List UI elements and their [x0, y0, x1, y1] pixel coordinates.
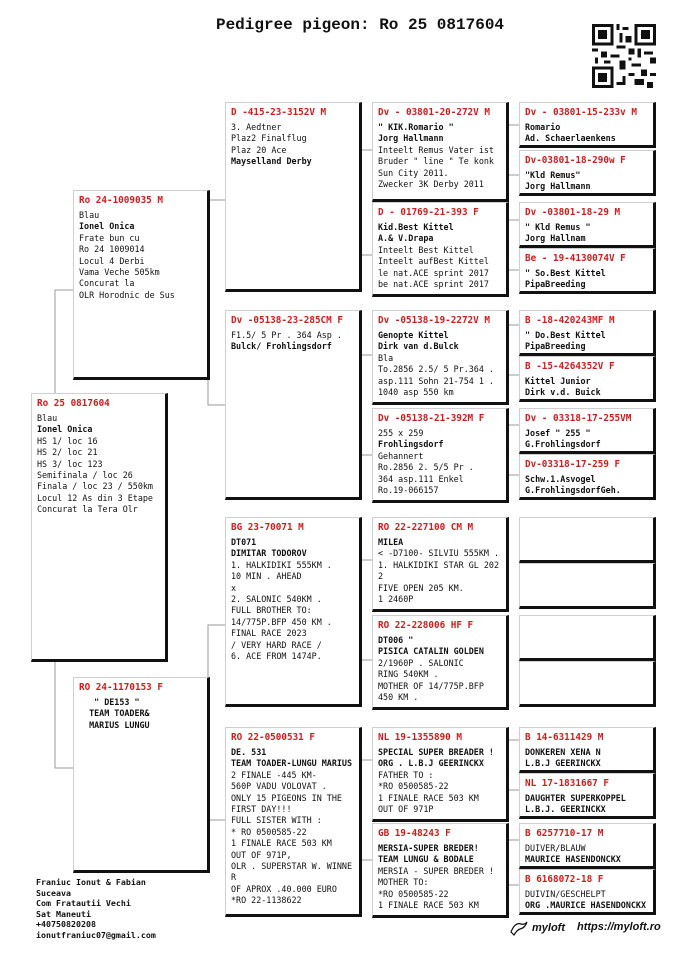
- pedigree-card-e2[interactable]: [519, 563, 656, 609]
- pedigree-card-ddd[interactable]: [372, 823, 509, 918]
- pedigree-card-ss[interactable]: [225, 102, 362, 292]
- card-line: Inteelt Remus Vater ist: [378, 144, 494, 155]
- card-line: Ro 24 1009014: [79, 244, 145, 255]
- card-line: MOTHER OF 14/775P.BFP: [378, 680, 484, 691]
- card-line: Semifinala / loc 26: [37, 470, 133, 481]
- card-line: Plaz 20 Ace: [231, 144, 287, 155]
- pedigree-card-subject[interactable]: [31, 393, 168, 662]
- card-line: FULL BROTHER TO:: [231, 605, 312, 616]
- ring-number: Dv -03801-18-29 M: [525, 207, 621, 218]
- card-line: Plaz2 Finalflug: [231, 133, 307, 144]
- ring-number: Dv - 03318-17-255VM: [525, 413, 632, 424]
- card-line: Concurat la Tera Olr: [37, 504, 138, 515]
- ring-number: Ro 24-1009035 M: [79, 195, 163, 206]
- pigeon-icon: [510, 920, 528, 936]
- ring-number: RO 22-227100 CM M: [378, 522, 474, 533]
- card-line: 560P VADU VOLOVAT .: [231, 781, 327, 792]
- card-line: Inteelt Best Kittel: [378, 244, 474, 255]
- card-line: Ro.19-066157: [378, 485, 439, 496]
- pedigree-card-dam[interactable]: [73, 677, 210, 873]
- card-line: PipaBreeding: [525, 279, 586, 290]
- card-line: 364 asp.111 Enkel: [378, 473, 464, 484]
- card-line: L.B.J GEERINCKX: [525, 758, 601, 769]
- card-line: OLR . SUPERSTAR W. WINNE: [231, 861, 353, 872]
- card-line: Locul 12 As din 3 Etape: [37, 492, 153, 503]
- pedigree-card-g13[interactable]: [519, 727, 656, 773]
- card-line: G.Frohlingsdorf: [525, 439, 601, 450]
- ring-number: B 6257710-17 M: [525, 828, 604, 839]
- card-line: asp.111 Sohn 21-754 1 .: [378, 375, 494, 386]
- ring-number: D -415-23-3152V M: [231, 107, 327, 118]
- pedigree-card-e1[interactable]: [519, 517, 656, 563]
- card-line: Finala / loc 23 / 550km: [37, 481, 153, 492]
- card-line: *RO 0500585-22: [378, 888, 449, 899]
- card-line: 1 FINALE RACE 503 KM: [378, 900, 479, 911]
- card-line: DE. 531: [231, 747, 267, 757]
- pedigree-card-g16[interactable]: [519, 869, 656, 915]
- card-line: DIMITAR TODOROV: [231, 548, 307, 559]
- pedigree-card-sdd[interactable]: [372, 408, 509, 503]
- ring-number: B 14-6311429 M: [525, 732, 604, 743]
- ring-number: B 6168072-18 F: [525, 874, 604, 885]
- card-line: Gehannert: [378, 450, 424, 461]
- card-line: Dirk v.d. Buick: [525, 387, 601, 398]
- card-line: le nat.ACE sprint 2017: [378, 267, 489, 278]
- card-line: MOTHER TO:: [378, 877, 429, 888]
- card-line: FATHER TO :: [378, 769, 434, 780]
- pedigree-card-sss[interactable]: [372, 102, 509, 202]
- card-line: " Kld Remus ": [525, 222, 591, 232]
- card-line: MERSIA - SUPER BREDER !: [378, 865, 494, 876]
- card-line: TEAM TOADER&: [79, 708, 150, 719]
- card-line: FULL SISTER WITH :: [231, 815, 322, 826]
- pedigree-card-g2[interactable]: [519, 150, 656, 196]
- card-line: PipaBreeding: [525, 341, 586, 352]
- card-line: " DE153 ": [79, 697, 140, 707]
- card-line: Bruder " line " Te konk: [378, 156, 494, 167]
- card-line: FIRST DAY!!!: [231, 804, 292, 815]
- card-line: L.B.J. GEERINCKX: [525, 804, 606, 815]
- pedigree-card-g7[interactable]: [519, 408, 656, 454]
- card-line: 450 KM .: [378, 692, 419, 703]
- card-line: Locul 4 Derbi: [79, 255, 145, 266]
- card-line: x: [231, 582, 237, 593]
- card-line: Ad. Schaerlaenkens: [525, 133, 616, 144]
- card-line: 10 MIN . AHEAD: [231, 571, 302, 582]
- card-line: Concurat la: [79, 278, 135, 289]
- card-line: Bulck/ Frohlingsdorf: [231, 341, 332, 352]
- card-line: To.2856 2.5/ 5 Pr.364 .: [378, 364, 494, 375]
- card-line: < -D7100- SILVIU 555KM .: [378, 548, 500, 559]
- pedigree-card-g5[interactable]: [519, 310, 656, 356]
- card-line: *RO 22-1138622: [231, 895, 302, 906]
- ring-number: Be - 19-4130074V F: [525, 253, 626, 264]
- card-line: 2. SALONIC 540KM .: [231, 594, 322, 605]
- card-line: *RO 0500585-22: [378, 781, 449, 792]
- pedigree-card-e3[interactable]: [519, 615, 656, 661]
- card-line: "Kld Remus": [525, 170, 581, 180]
- ring-number: Dv-03318-17-259 F: [525, 459, 621, 470]
- card-line: Bla: [378, 352, 394, 363]
- owner-phone: +40750820208: [36, 919, 96, 930]
- card-line: Blau: [37, 413, 58, 423]
- card-line: / VERY HARD RACE /: [231, 639, 322, 650]
- pedigree-card-dd[interactable]: [225, 727, 362, 917]
- pedigree-card-ssd[interactable]: [372, 202, 509, 297]
- owner-contact: [36, 877, 156, 941]
- pedigree-card-dss[interactable]: [372, 517, 509, 612]
- card-line: Sun City 2011.: [378, 167, 449, 178]
- ring-number: Dv -05138-21-392M F: [378, 413, 485, 424]
- card-line: Mayselland Derby: [231, 156, 312, 167]
- pedigree-card-sire[interactable]: [73, 190, 210, 380]
- pedigree-card-g3[interactable]: [519, 202, 656, 248]
- card-line: OLR Horodnic de Sus: [79, 289, 175, 300]
- card-line: 1. HALKIDIKI 555KM .: [231, 559, 332, 570]
- pedigree-card-g14[interactable]: [519, 773, 656, 819]
- pedigree-card-g8[interactable]: [519, 454, 656, 500]
- card-line: be nat.ACE sprint 2017: [378, 279, 489, 290]
- card-line: HS 2/ loc 21: [37, 447, 98, 458]
- card-line: DAUGHTER SUPERKOPPEL: [525, 793, 626, 803]
- card-line: RING 540KM .: [378, 669, 439, 680]
- card-line: A.& V.Drapa: [378, 233, 434, 244]
- pedigree-card-dds[interactable]: [372, 727, 509, 822]
- card-line: Kittel Junior: [525, 376, 591, 386]
- card-line: Josef " 255 ": [525, 428, 591, 438]
- card-line: MILEA: [378, 537, 404, 547]
- card-line: " Do.Best Kittel: [525, 330, 606, 340]
- card-line: OUT OF 971P: [378, 804, 434, 815]
- ring-number: NL 17-1831667 F: [525, 778, 609, 789]
- ring-number: B -18-420243MF M: [525, 315, 615, 326]
- ring-number: RO 22-0500531 F: [231, 732, 315, 743]
- card-line: FIVE OPEN 205 KM.: [378, 582, 464, 593]
- card-line: 1040 asp 550 km: [378, 387, 454, 398]
- owner-commune: Com Fratautii Vechi: [36, 898, 131, 909]
- card-line: TEAM LUNGU & BODALE: [378, 854, 474, 865]
- ring-number: GB 19-48243 F: [378, 828, 451, 839]
- card-line: G.FrohlingsdorfGeh.: [525, 485, 621, 496]
- card-line: TEAM TOADER-LUNGU MARIUS: [231, 758, 353, 769]
- card-line: 2 FINALE -445 KM-: [231, 769, 317, 780]
- card-line: * RO 0500585-22: [231, 826, 307, 837]
- card-line: DUIVER/BLAUW: [525, 843, 586, 853]
- card-line: FINAL RACE 2023: [231, 628, 307, 639]
- card-line: Frate bun cu: [79, 232, 140, 243]
- pedigree-card-g6[interactable]: [519, 356, 656, 402]
- card-line: ORG . L.B.J GEERINCKX: [378, 758, 484, 769]
- owner-name: Franiuc Ionut & Fabian: [36, 877, 146, 887]
- card-line: Frohlingsdorf: [378, 439, 444, 450]
- owner-village: Sat Maneuti: [36, 908, 91, 919]
- card-line: 255 x 259: [378, 428, 424, 438]
- pedigree-card-g15[interactable]: [519, 823, 656, 869]
- pedigree-card-g1[interactable]: [519, 102, 656, 148]
- card-line: MARIUS LUNGU: [79, 719, 150, 730]
- card-line: DT071: [231, 537, 257, 547]
- card-line: Genopte Kittel: [378, 330, 449, 340]
- ring-number: NL 19-1355890 M: [378, 732, 462, 743]
- pedigree-card-dsd[interactable]: [372, 615, 509, 710]
- card-line: " So.Best Kittel: [525, 268, 606, 278]
- card-line: Jorg Hallmann: [378, 133, 444, 144]
- card-line: Romario: [525, 122, 561, 132]
- ring-number: RO 24-1170153 F: [79, 682, 163, 693]
- ring-number: Ro 25 0817604: [37, 398, 110, 409]
- card-line: Ro.2856 2. 5/5 Pr .: [378, 462, 474, 473]
- owner-city: Suceava: [36, 887, 71, 898]
- pedigree-card-ds[interactable]: [225, 517, 362, 707]
- card-line: DUIVIN/GESCHELPT: [525, 889, 606, 899]
- card-line: Dirk van d.Bulck: [378, 341, 459, 352]
- card-line: OF APROX .40.000 EURO: [231, 883, 337, 894]
- pedigree-card-g4[interactable]: [519, 248, 656, 294]
- card-line: Schw.1.Asvogel: [525, 474, 596, 484]
- card-line: ORG .MAURICE HASENDONCKX: [525, 900, 647, 911]
- card-line: DONKEREN XENA N: [525, 747, 601, 757]
- card-line: 1. HALKIDIKI STAR GL 202: [378, 559, 500, 570]
- ring-number: Dv - 03801-20-272V M: [378, 107, 490, 118]
- ring-number: D - 01769-21-393 F: [378, 207, 479, 218]
- card-line: Ionel Onica: [79, 221, 135, 232]
- card-line: Kid.Best Kittel: [378, 222, 454, 232]
- card-line: HS 1/ loc 16: [37, 435, 98, 446]
- card-line: 2/1960P . SALONIC: [378, 657, 464, 668]
- page-title: Pedigree pigeon: Ro 25 0817604: [215, 16, 505, 34]
- pedigree-card-sds[interactable]: [372, 310, 509, 405]
- card-line: 6. ACE FROM 1474P.: [231, 651, 322, 662]
- card-line: 1 FINALE RACE 503 KM: [231, 838, 332, 849]
- ring-number: RO 22-228006 HF F: [378, 620, 474, 631]
- card-line: DT006 ": [378, 635, 414, 645]
- site-url-link[interactable]: https://myloft.ro: [577, 921, 661, 933]
- card-line: PISICA CATALIN GOLDEN: [378, 646, 484, 657]
- card-line: R: [231, 872, 237, 883]
- card-line: Blau: [79, 210, 100, 220]
- ring-number: Dv-03801-18-290w F: [525, 155, 626, 166]
- ring-number: Dv -05138-23-285CM F: [231, 315, 343, 326]
- ring-number: BG 23-70071 M: [231, 522, 304, 533]
- pedigree-card-e4[interactable]: [519, 661, 656, 707]
- ring-number: Dv -05138-19-2272V M: [378, 315, 490, 326]
- card-line: Jorg Hallmann: [525, 181, 591, 192]
- card-line: MAURICE HASENDONCKX: [525, 854, 621, 865]
- card-line: F1.5/ 5 Pr . 364 Asp .: [231, 330, 342, 340]
- card-line: 1 2460P: [378, 594, 414, 605]
- card-line: HS 3/ loc 123: [37, 458, 103, 469]
- owner-email: ionutfraniuc07@gmail.com: [36, 929, 156, 940]
- card-line: SPECIAL SUPER BREADER !: [378, 747, 494, 757]
- card-line: Zwecker 3K Derby 2011: [378, 179, 484, 190]
- myloft-logo[interactable]: [510, 920, 565, 936]
- card-line: Vama Veche 505km: [79, 267, 160, 278]
- card-line: Jorg Hallnam: [525, 233, 586, 244]
- card-line: 14/775P.BFP 450 KM .: [231, 616, 332, 627]
- card-line: Inteelt aufBest Kittel: [378, 256, 489, 267]
- card-line: 1 FINALE RACE 503 KM: [378, 792, 479, 803]
- card-line: ONLY 15 PIGEONS IN THE: [231, 792, 342, 803]
- pedigree-card-sd[interactable]: [225, 310, 362, 500]
- ring-number: Dv - 03801-15-233v M: [525, 107, 637, 118]
- card-line: 3. Aedtner: [231, 122, 282, 132]
- card-line: OUT OF 971P,: [231, 849, 292, 860]
- ring-number: B -15-4264352V F: [525, 361, 615, 372]
- card-line: " KIK.Romario ": [378, 122, 454, 132]
- card-line: Ionel Onica: [37, 424, 93, 435]
- card-line: 2: [378, 571, 384, 582]
- card-line: MERSIA-SUPER BREDER!: [378, 843, 479, 853]
- logo-text: myloft: [532, 922, 565, 934]
